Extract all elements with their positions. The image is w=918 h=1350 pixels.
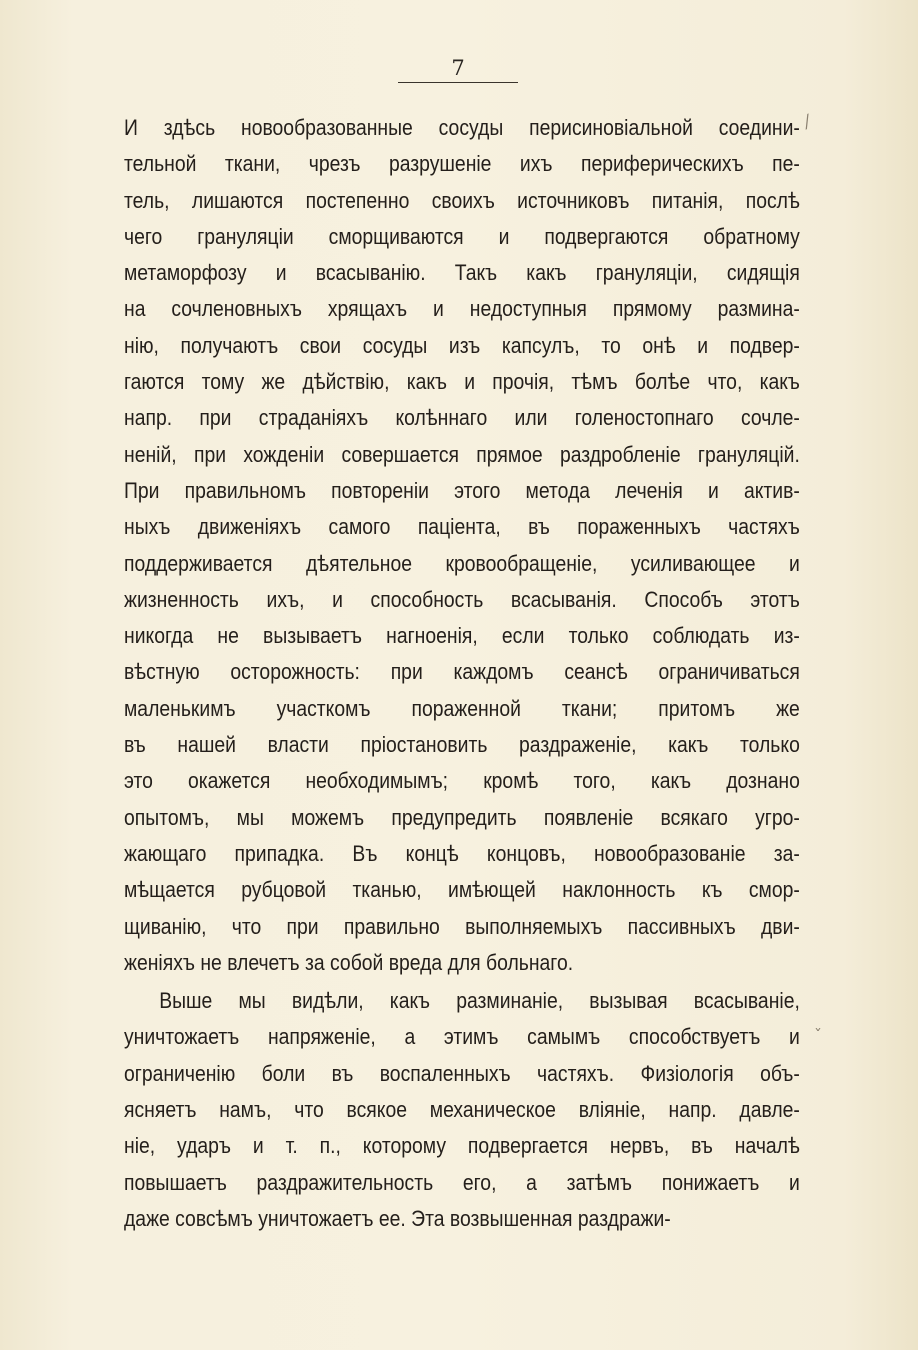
text-line: напр. при страданіяхъ колѣннаго или голеностопнаго сочле- <box>124 405 800 431</box>
text-line: уничтожаетъ напряженіе, а этимъ самымъ способствуетъ и <box>124 1024 800 1050</box>
body-text <box>124 110 800 1237</box>
text-line: Выше мы видѣли, какъ разминаніе, вызывая всасываніе, <box>159 988 800 1014</box>
text-line: мѣщается рубцовой тканью, имѣющей наклонность къ смор- <box>124 877 800 903</box>
text-line: женіяхъ не влечетъ за собой вреда для больнаго. <box>124 949 574 975</box>
page-header <box>398 56 518 83</box>
text-line: ясняетъ намъ, что всякое механическое вліяніе, напр. давле- <box>124 1097 800 1123</box>
text-line: поддерживается дѣятельное кровообращеніе, усиливающее и <box>124 550 800 576</box>
header-rule <box>398 82 518 83</box>
text-line: тельной ткани, чрезъ разрушеніе ихъ периферическихъ пе- <box>124 151 800 177</box>
text-line: вѣстную осторожность: при каждомъ сеансѣ ограничиваться <box>124 659 800 685</box>
text-line: щиванію, что при правильно выполняемыхъ пассивныхъ дви- <box>124 913 800 939</box>
text-line: И здѣсь новообразованные сосуды перисиновіальной соедини- <box>124 115 800 140</box>
page-number: 7 <box>451 56 465 80</box>
text-line: опытомъ, мы можемъ предупредить появленіе всякаго угро- <box>124 804 800 830</box>
text-line: на сочленовныхъ хрящахъ и недоступныя прямому размина- <box>124 296 800 322</box>
text-line: повышаетъ раздражительность его, а затѣмъ понижаетъ и <box>124 1169 800 1195</box>
text-line: При правильномъ повтореніи этого метода леченія и актив- <box>124 477 800 503</box>
text-line: жизненность ихъ, и способность всасыванія. Способъ этотъ <box>124 586 800 612</box>
margin-pencil-mark: ⁄ <box>801 112 814 133</box>
margin-pencil-mark: ˇ <box>814 1026 822 1045</box>
text-line: нію, получаютъ свои сосуды изъ капсулъ, то онѣ и подвер- <box>124 332 800 358</box>
text-line: жающаго припадка. Въ концѣ концовъ, новообразованіе за- <box>124 840 800 866</box>
text-line: это окажется необходимымъ; кромѣ того, какъ дознано <box>124 768 800 794</box>
text-line: въ нашей власти пріостановить раздраженіе, какъ только <box>124 732 800 758</box>
text-line: маленькимъ участкомъ пораженной ткани; притомъ же <box>124 695 800 721</box>
text-line: ніе, ударъ и т. п., которому подвергается нервъ, въ началѣ <box>124 1133 800 1159</box>
text-line: чего грануляціи сморщиваются и подвергаются обратному <box>124 223 800 249</box>
text-line: ныхъ движеніяхъ самого паціента, въ пораженныхъ частяхъ <box>124 514 800 540</box>
text-line: ограниченію боли въ воспаленныхъ частяхъ. Физіологія объ- <box>124 1060 800 1086</box>
text-line: метаморфозу и всасыванію. Такъ какъ грануляціи, сидящія <box>124 260 800 286</box>
text-line: тель, лишаются постепенно своихъ источниковъ питанія, послѣ <box>124 187 800 213</box>
text-line: никогда не вызываетъ нагноенія, если только соблюдать из- <box>124 623 800 649</box>
text-line: неній, при хожденіи совершается прямое раздробленіе грануляцій. <box>124 441 800 467</box>
text-line: гаются тому же дѣйствію, какъ и прочія, тѣмъ болѣе что, какъ <box>124 369 800 395</box>
text-line: даже совсѣмъ уничтожаетъ ее. Эта возвышенная раздражи- <box>124 1205 671 1231</box>
